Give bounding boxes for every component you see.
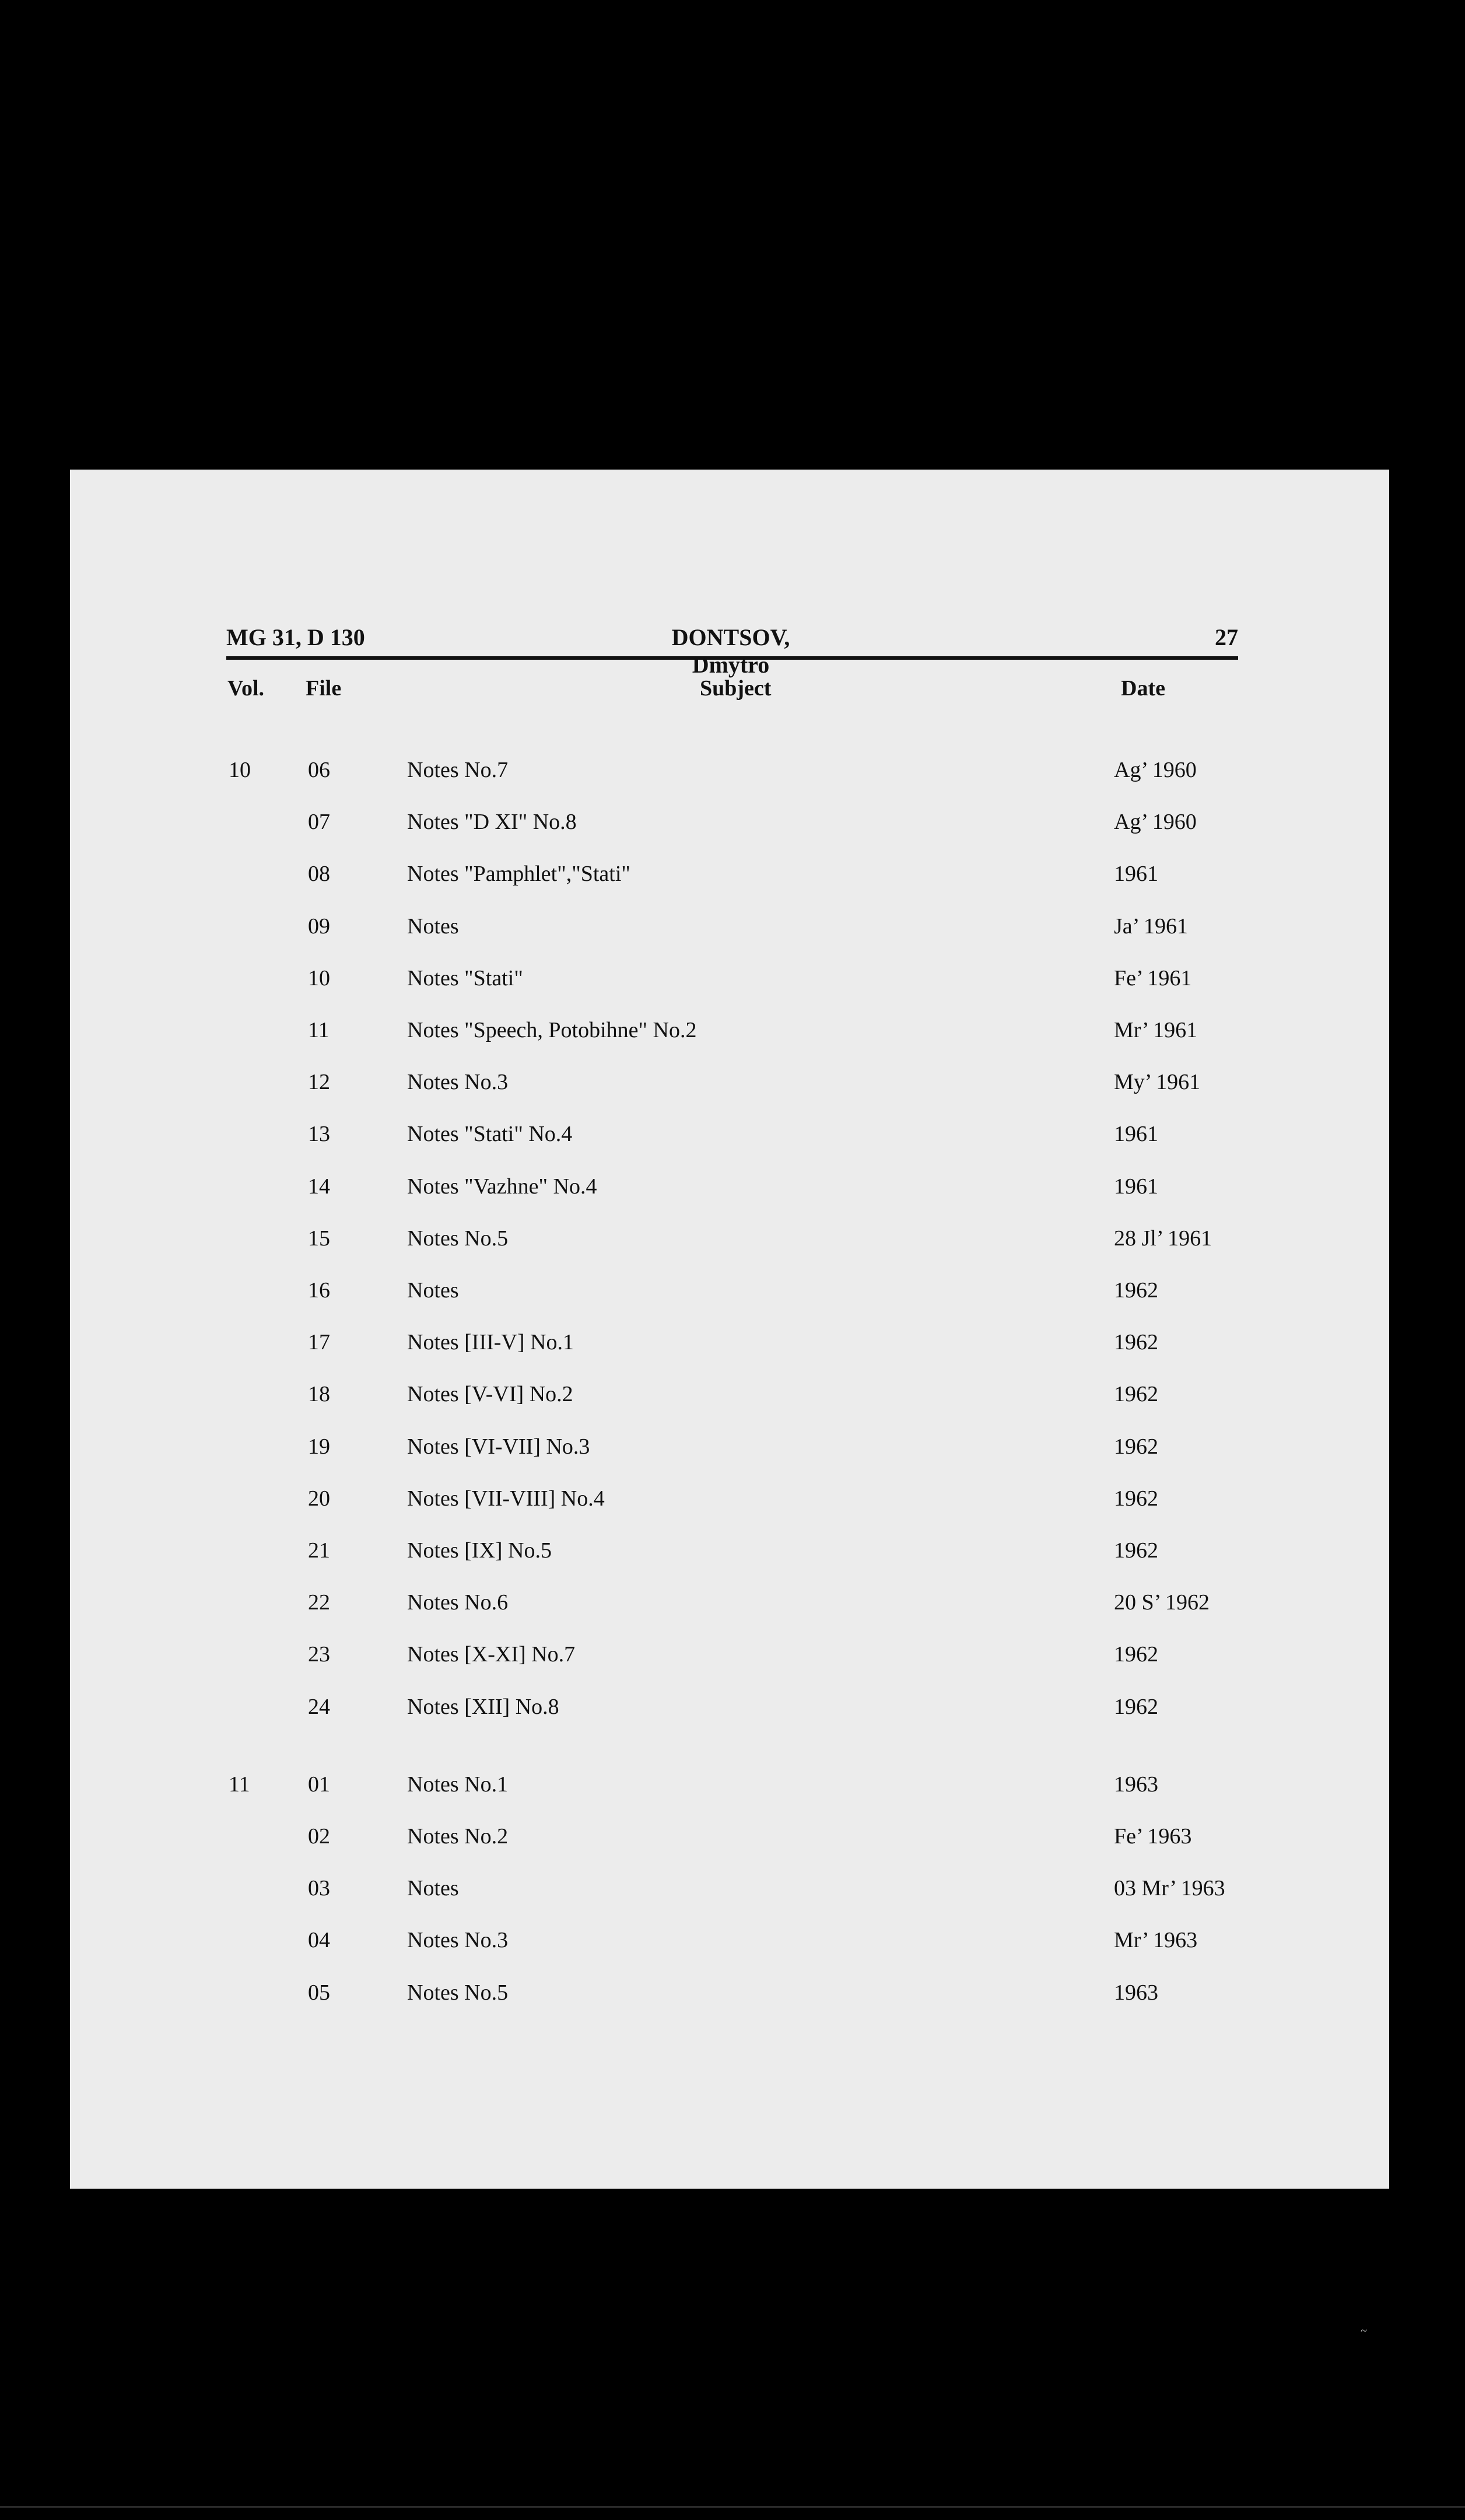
column-header-subject: Subject: [700, 676, 772, 701]
scan-artifact: ~: [1361, 2325, 1367, 2337]
row-file: 03: [308, 1876, 330, 1901]
table-row: [0, 809, 1465, 850]
row-subject: Notes No.3: [407, 1928, 509, 1952]
row-file: 11: [308, 1018, 330, 1042]
row-file: 23: [308, 1642, 330, 1667]
table-row: [0, 1486, 1465, 1527]
row-subject: Notes: [407, 1876, 459, 1901]
row-date: Fe’ 1963: [1114, 1824, 1192, 1849]
row-date: 1963: [1114, 1772, 1158, 1797]
row-vol: 10: [229, 758, 251, 782]
row-file: 02: [308, 1824, 330, 1849]
table-row: [0, 1017, 1465, 1058]
table-row: [0, 1434, 1465, 1475]
table-row: [0, 1174, 1465, 1214]
row-file: 22: [308, 1590, 330, 1615]
table-row: [0, 1538, 1465, 1578]
row-file: 17: [308, 1330, 330, 1354]
table-row: [0, 1121, 1465, 1162]
row-file: 13: [308, 1122, 330, 1146]
row-subject: Notes [III-V] No.1: [407, 1330, 574, 1354]
row-file: 19: [308, 1434, 330, 1459]
row-date: 1962: [1114, 1382, 1158, 1406]
row-subject: Notes "D XI" No.8: [407, 810, 577, 834]
row-subject: Notes "Vazhne" No.4: [407, 1174, 597, 1199]
row-date: 03 Mr’ 1963: [1114, 1876, 1225, 1901]
row-file: 09: [308, 914, 330, 939]
row-file: 14: [308, 1174, 330, 1199]
row-date: Ja’ 1961: [1114, 914, 1188, 939]
row-date: 1962: [1114, 1642, 1158, 1667]
column-header-file: File: [306, 676, 342, 701]
row-subject: Notes "Stati" No.4: [407, 1122, 573, 1146]
row-file: 08: [308, 862, 330, 886]
table-row: [0, 861, 1465, 902]
row-date: 1962: [1114, 1538, 1158, 1563]
row-date: 20 S’ 1962: [1114, 1590, 1210, 1615]
row-date: 1962: [1114, 1695, 1158, 1719]
table-row: [0, 1329, 1465, 1370]
page-number: 27: [1215, 624, 1238, 650]
row-subject: Notes No.1: [407, 1772, 509, 1797]
row-vol: 11: [229, 1772, 250, 1797]
row-date: Ag’ 1960: [1114, 810, 1197, 834]
row-subject: Notes "Pamphlet","Stati": [407, 862, 630, 886]
row-subject: Notes No.2: [407, 1824, 509, 1849]
table-row: [0, 914, 1465, 954]
row-subject: Notes [IX] No.5: [407, 1538, 552, 1563]
table-row: [0, 965, 1465, 1006]
row-date: 1962: [1114, 1486, 1158, 1511]
row-date: 1962: [1114, 1434, 1158, 1459]
row-file: 01: [308, 1772, 330, 1797]
row-subject: Notes [XII] No.8: [407, 1695, 559, 1719]
table-row: [0, 757, 1465, 798]
scan-edge-line: [0, 2506, 1465, 2508]
row-subject: Notes [X-XI] No.7: [407, 1642, 576, 1667]
row-subject: Notes No.5: [407, 1980, 509, 2005]
table-row: [0, 1927, 1465, 1968]
row-date: Mr’ 1961: [1114, 1018, 1198, 1042]
row-subject: Notes No.5: [407, 1226, 509, 1251]
table-row: [0, 1980, 1465, 2021]
column-header-vol: Vol.: [227, 676, 265, 701]
row-date: 28 Jl’ 1961: [1114, 1226, 1212, 1251]
table-row: [0, 1226, 1465, 1266]
row-subject: Notes No.3: [407, 1070, 509, 1094]
row-subject: Notes: [407, 1278, 459, 1303]
row-subject: Notes [VII-VIII] No.4: [407, 1486, 605, 1511]
row-subject: Notes No.7: [407, 758, 509, 782]
row-subject: Notes No.6: [407, 1590, 509, 1615]
row-date: 1962: [1114, 1330, 1158, 1354]
row-file: 07: [308, 810, 330, 834]
collection-reference: MG 31, D 130: [226, 624, 365, 650]
table-row: [0, 1590, 1465, 1630]
row-subject: Notes [VI-VII] No.3: [407, 1434, 590, 1459]
row-file: 15: [308, 1226, 330, 1251]
table-row: [0, 1381, 1465, 1422]
table-row: [0, 1642, 1465, 1682]
row-date: Ag’ 1960: [1114, 758, 1197, 782]
row-date: My’ 1961: [1114, 1070, 1201, 1094]
row-file: 10: [308, 966, 330, 991]
row-file: 05: [308, 1980, 330, 2005]
row-subject: Notes "Stati": [407, 966, 523, 991]
row-date: 1961: [1114, 1122, 1158, 1146]
row-subject: Notes: [407, 914, 459, 939]
row-file: 12: [308, 1070, 330, 1094]
row-file: 04: [308, 1928, 330, 1952]
row-date: 1963: [1114, 1980, 1158, 2005]
table-row: [0, 1875, 1465, 1916]
row-date: 1962: [1114, 1278, 1158, 1303]
row-file: 20: [308, 1486, 330, 1511]
page-header: [226, 621, 1238, 678]
row-file: 24: [308, 1695, 330, 1719]
table-row: [0, 1278, 1465, 1318]
row-date: 1961: [1114, 1174, 1158, 1199]
row-subject: Notes "Speech, Potobihne" No.2: [407, 1018, 697, 1042]
table-row: [0, 1069, 1465, 1110]
row-date: Fe’ 1961: [1114, 966, 1192, 991]
row-date: Mr’ 1963: [1114, 1928, 1198, 1952]
row-file: 18: [308, 1382, 330, 1406]
table-row: [0, 1772, 1465, 1812]
row-file: 16: [308, 1278, 330, 1303]
table-row: [0, 1824, 1465, 1864]
row-file: 06: [308, 758, 330, 782]
row-file: 21: [308, 1538, 330, 1563]
document-title: DONTSOV, Dmytro: [671, 624, 790, 678]
row-date: 1961: [1114, 862, 1158, 886]
table-row: [0, 1694, 1465, 1735]
column-header-date: Date: [1121, 676, 1165, 701]
row-subject: Notes [V-VI] No.2: [407, 1382, 573, 1406]
